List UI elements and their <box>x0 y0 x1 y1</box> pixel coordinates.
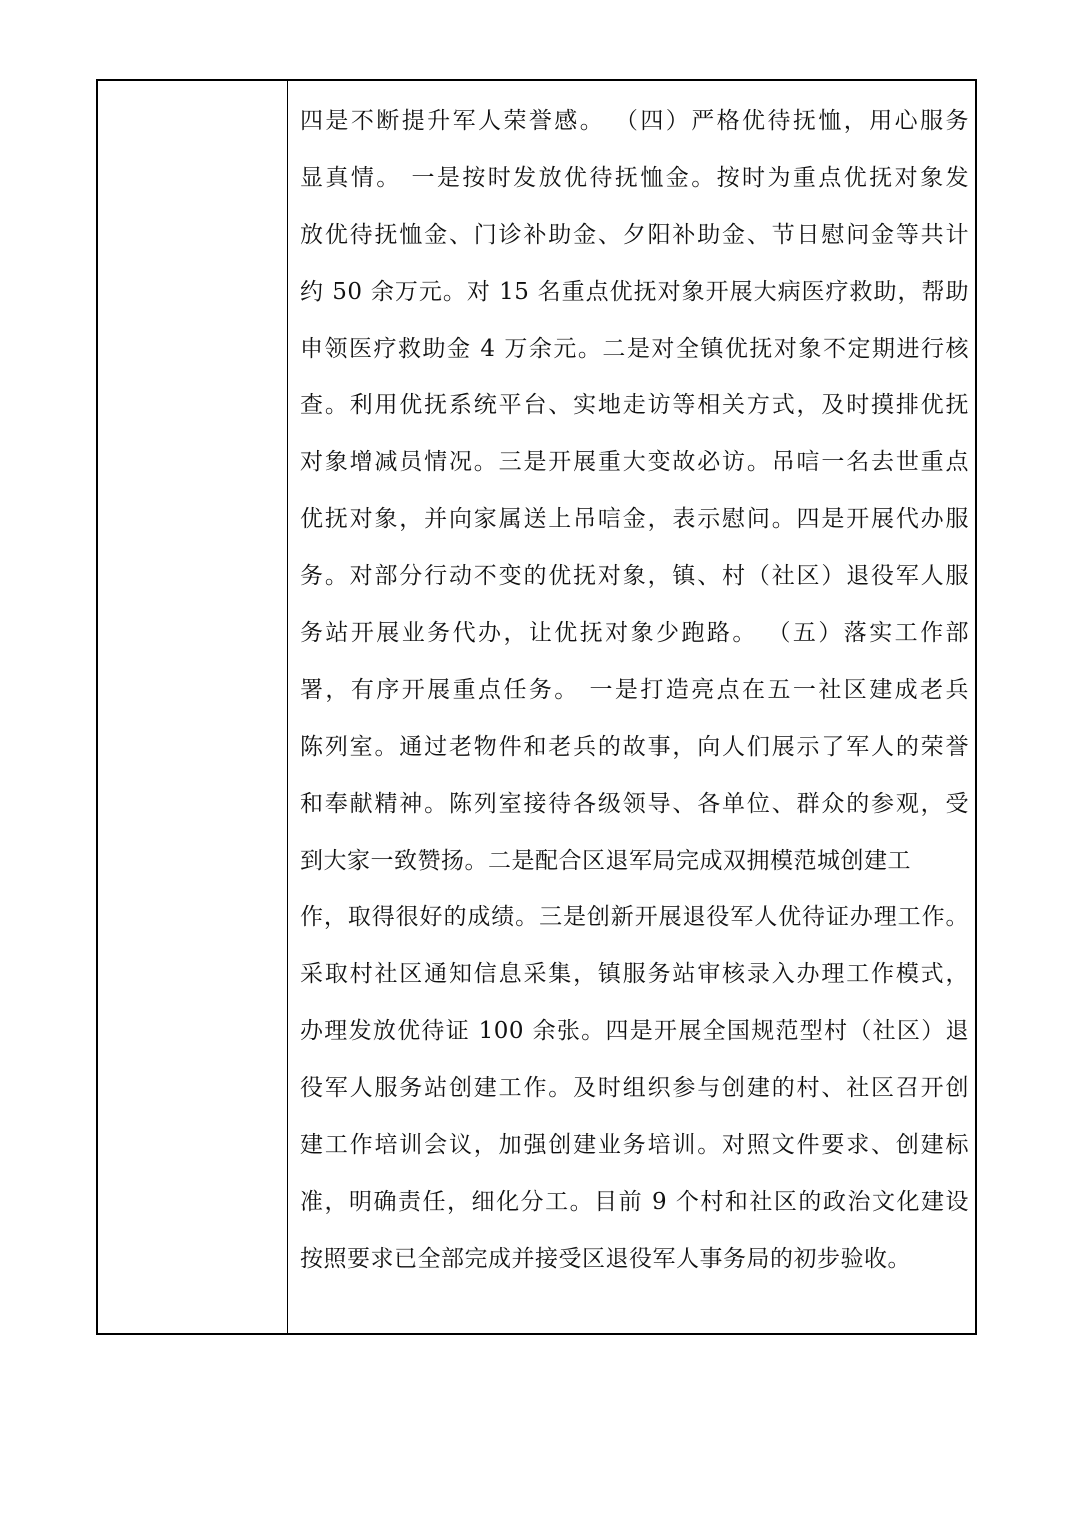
text-line: 陈列室。通过老物件和老兵的故事，向人们展示了军人的荣誉 <box>300 733 969 760</box>
text-line: 建工作培训会议，加强创建业务培训。对照文件要求、创建标 <box>300 1132 969 1159</box>
text-line: 办理发放优待证 100 余张。四是开展全国规范型村（社区）退 <box>300 1018 969 1045</box>
report-text <box>300 93 969 1288</box>
text-line: 采取村社区通知信息采集，镇服务站审核录入办理工作模式， <box>300 961 969 988</box>
text-line: 显真情。 一是按时发放优待抚恤金。按时为重点优抚对象发 <box>300 164 969 191</box>
text-line: 到大家一致赞扬。二是配合区退军局完成双拥模范城创建工 <box>300 847 911 874</box>
text-line: 查。利用优抚系统平台、实地走访等相关方式，及时摸排优抚 <box>300 392 969 419</box>
text-line: 务。对部分行动不变的优抚对象，镇、村（社区）退役军人服 <box>300 563 969 590</box>
text-line: 作，取得很好的成绩。三是创新开展退役军人优待证办理工作。 <box>300 904 969 931</box>
text-line: 优抚对象，并向家属送上吊唁金，表示慰问。四是开展代办服 <box>300 506 969 533</box>
text-line: 和奉献精神。陈列室接待各级领导、各单位、群众的参观，受 <box>300 790 969 817</box>
text-line: 准，明确责任，细化分工。目前 9 个村和社区的政治文化建设 <box>300 1188 969 1215</box>
text-line: 申领医疗救助金 4 万余元。二是对全镇优抚对象不定期进行核 <box>300 335 969 362</box>
text-line: 按照要求已全部完成并接受区退役军人事务局的初步验收。 <box>300 1245 911 1272</box>
text-line: 役军人服务站创建工作。及时组织参与创建的村、社区召开创 <box>300 1075 969 1102</box>
text-line: 四是不断提升军人荣誉感。 （四）严格优待抚恤，用心服务 <box>300 108 969 134</box>
document-table <box>96 79 977 1335</box>
table-content-cell <box>288 81 975 1333</box>
text-line: 放优待抚恤金、门诊补助金、夕阳补助金、节日慰问金等共计 <box>300 221 969 248</box>
text-line: 务站开展业务代办，让优抚对象少跑路。 （五）落实工作部 <box>300 620 969 647</box>
text-line: 对象增减员情况。三是开展重大变故必访。吊唁一名去世重点 <box>300 449 969 476</box>
text-line: 署，有序开展重点任务。 一是打造亮点在五一社区建成老兵 <box>300 676 969 703</box>
table-left-cell <box>98 81 288 1333</box>
text-line: 约 50 余万元。对 15 名重点优抚对象开展大病医疗救助，帮助 <box>300 278 969 305</box>
